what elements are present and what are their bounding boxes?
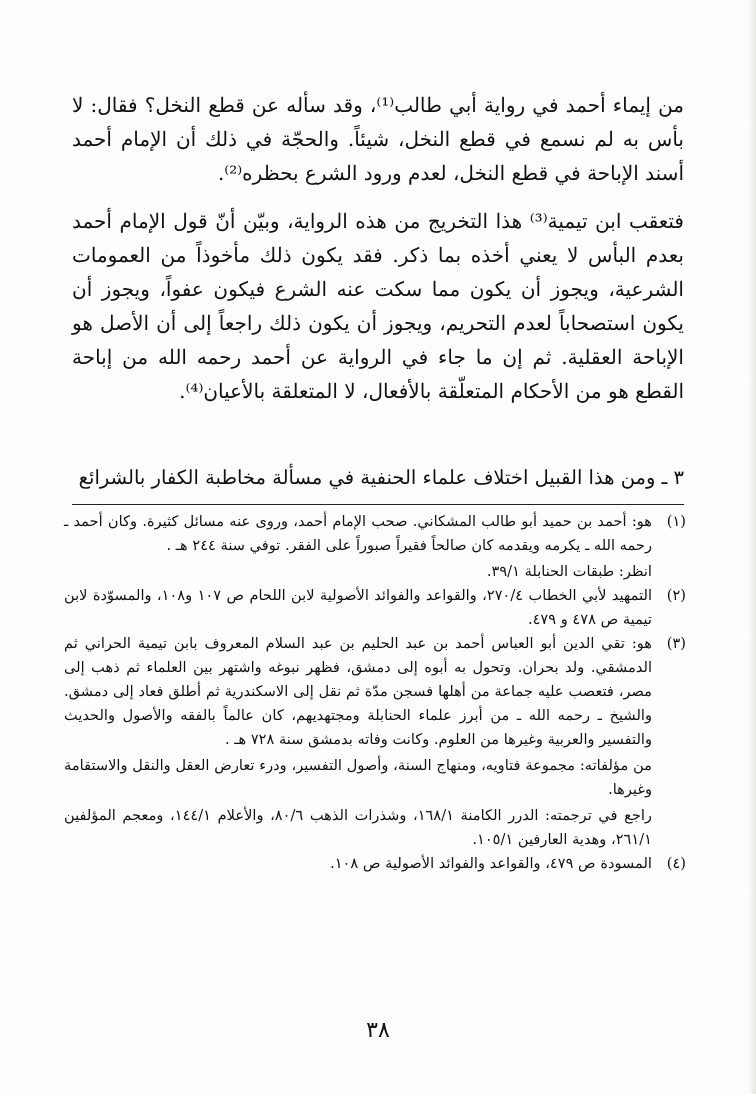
footnote-text: انظر: طبقات الحنابلة ٣٩/١. <box>486 563 652 580</box>
footnote-number: (٢) <box>666 587 686 604</box>
footnote-body <box>64 852 652 876</box>
footnote-text: المسودة ص ٤٧٩، والقواعد والفوائد الأصولية ص ١٠٨. <box>330 855 652 872</box>
footnote-4 <box>64 852 686 876</box>
footnote-body <box>64 584 652 632</box>
footnote-text: راجع في ترجمته: الدرر الكامنة ١٦٨/١، وشذرات الذهب ٨٠/٦، والأعلام ١٤٤/١، ومعجم المؤلفين ٢٦١/١، وهدية العارفين ١٠٥/١. <box>64 807 652 848</box>
paragraph-1: من إيماء أحمد في رواية أبي طالب⁽¹⁾، وقد سأله عن قطع النخل؟ فقال: لا بأس به لم نسمع في قطع النخل، شيئاً. والحجّة في ذلك أن الإمام أحمد أسند الإباحة في قطع النخل، لعدم ورود الشرع بحظره⁽²⁾. <box>72 93 685 185</box>
footnote-text: التمهيد لأبي الخطاب ٢٧٠/٤، والقواعد والفوائد الأصولية لابن اللحام ص ١٠٧ و١٠٨، والمسوّدة لابن تيمية ص ٤٧٨ و ٤٧٩. <box>64 587 652 628</box>
footnote-text: هو: أحمد بن حميد أبو طالب المشكاني. صحب الإمام أحمد، وروى عنه مسائل كثيرة. وكان أحمد ـ رحمه الله ـ يكرمه ويقدمه كان صالحاً فقيراً صبوراً على الفقر. توفي سنة ٢٤٤ هـ . <box>64 513 652 554</box>
main-text <box>72 88 684 408</box>
footnotes <box>64 510 686 876</box>
footnote-3 <box>64 632 686 852</box>
footnote-text: هو: تقي الدين أبو العباس أحمد بن عبد الحليم بن عبد السلام المعروف بابن تيمية الحراني ثم الدمشقي. ولد بحران. وتحول به أبوه إلى دمشق، فظهر نبوغه واشتهر بين العلماء ثم ذهب إلى مصر، فتعصب عليه جماعة من أهلها فسجن مدّة ثم نقل إلى الاسكندرية ثم أطلق فعاد إلى دمشق. والشيخ ـ رحمه الله ـ من أبرز علماء الحنابلة ومجتهديهم، كان عالماً بالفقه والأصول والحديث والتفسير والعربية وغيرها من العلوم. وكانت وفاته بدمشق سنة ٧٢٨ هـ . <box>64 635 652 748</box>
section-heading: ٣ ـ ومن هذا القبيل اختلاف علماء الحنفية في مسألة مخاطبة الكفار بالشرائع <box>78 466 684 489</box>
footnote-1 <box>64 510 686 584</box>
footnote-body <box>64 632 652 852</box>
page-edge-shadow <box>748 0 756 1094</box>
footnote-2 <box>64 584 686 632</box>
footnote-number: (٤) <box>666 855 686 872</box>
footnote-body <box>64 510 652 584</box>
footnote-number: (٣) <box>666 635 686 652</box>
footnote-text: من مؤلفاته: مجموعة فتاويه، ومنهاج السنة، وأصول التفسير، ودرء تعارض العقل والنقل والاستقامة وغيرها. <box>64 757 652 798</box>
footnote-number: (١) <box>666 513 686 530</box>
paragraph-2: فتعقب ابن تيمية⁽³⁾ هذا التخريج من هذه الرواية، وبيّن أنّ قول الإمام أحمد بعدم البأس لا يعني أخذه بما ذكر. فقد يكون ذلك مأخوذاً من العمومات الشرعية، ويجوز أن يكون مما سكت عنه الشرع فيكون عفواً، ويجوز أن يكون استصحاباً لعدم التحريم، ويجوز أن يكون ذلك راجعاً إلى أن الأصل هو الإباحة العقلية. ثم إن ما جاء في الرواية عن أحمد رحمه الله من إباحة القطع هو من الأحكام المتعلّقة بالأفعال، لا المتعلقة بالأعيان⁽⁴⁾. <box>72 209 684 403</box>
footnote-separator <box>72 504 684 505</box>
page-number: ٣٨ <box>366 1018 390 1043</box>
